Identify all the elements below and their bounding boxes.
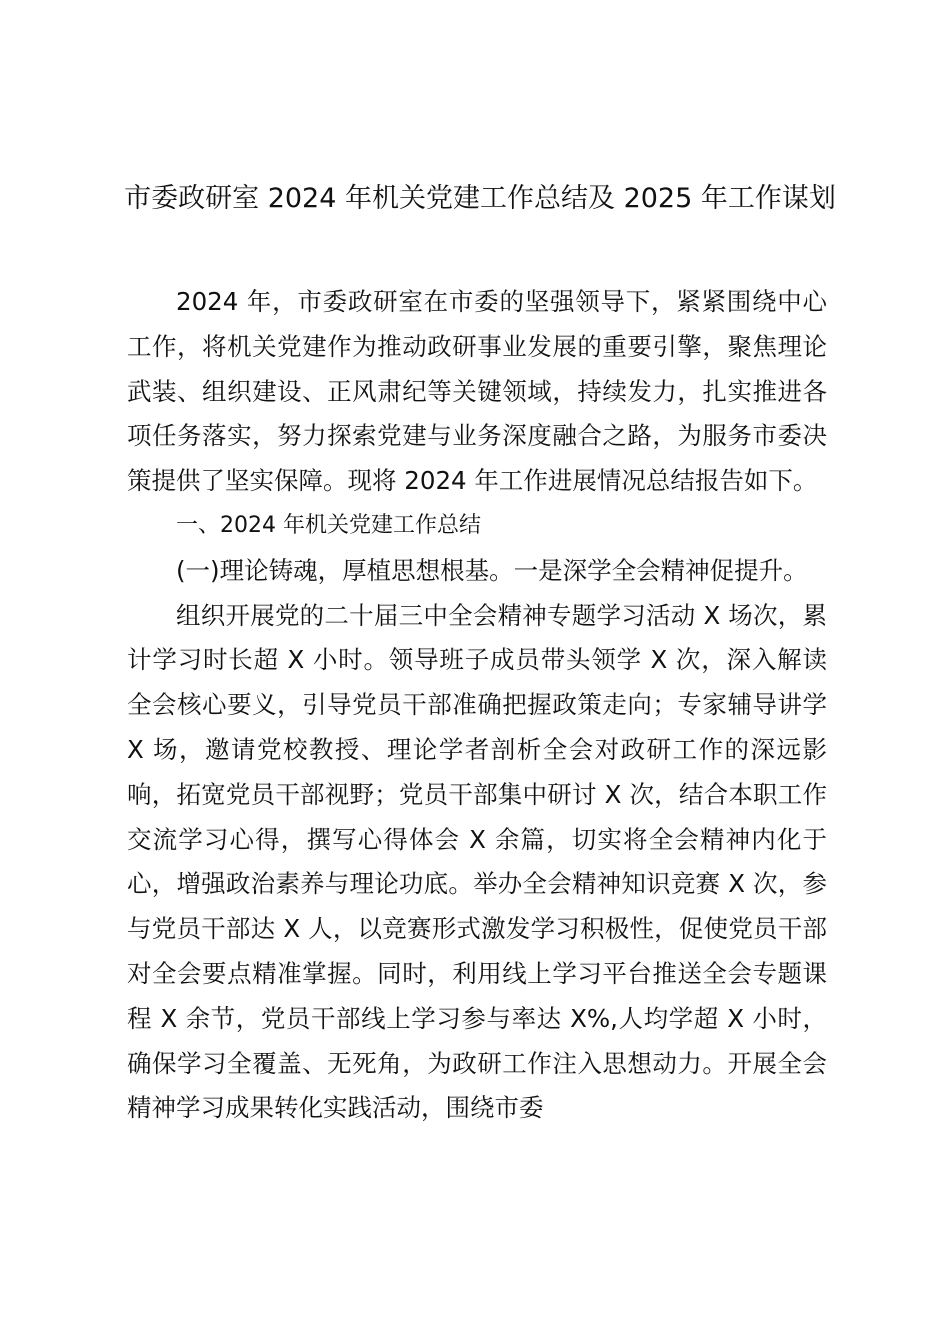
body-paragraph: 组织开展党的二十届三中全会精神专题学习活动 X 场次，累计学习时长超 X 小时。领导班子成员带头领学 X 次，深入解读全会核心要义，引导党员干部准确把握政策走向；专家辅导讲学 X 场，邀请党校教授、理论学者剖析全会对政研工作的深远影响，拓宽党员干部视野；党员干部集中研讨 X 次，结合本职工作交流学习心得，撰写心得体会 X 余篇，切实将全会精神内化于心，增强政治素养与理论功底。举办全会精神知识竞赛 X 次，参与党员干部达 X 人，以竞赛形式激发学习积极性，促使党员干部对全会要点精准掌握。同时，利用线上学习平台推送全会专题课程 X 余节，党员干部线上学习参与率达 X%,人均学超 X 小时，确保学习全覆盖、无死角，为政研工作注入思想动力。开展全会精神学习成果转化实践活动，围绕市委 [127, 600, 827, 1123]
subsection-heading: (一)理论铸魂，厚植思想根基。一是深学全会精神促提升。 [176, 555, 808, 585]
document-title: 市委政研室 2024 年机关党建工作总结及 2025 年工作谋划 [124, 183, 836, 214]
document-body [127, 280, 827, 1131]
section-heading: 一、2024 年机关党建工作总结 [176, 512, 481, 538]
intro-paragraph: 2024 年，市委政研室在市委的坚强领导下，紧紧围绕中心工作，将机关党建作为推动政研事业发展的重要引擎，聚焦理论武装、组织建设、正风肃纪等关键领域，持续发力，扎实推进各项任务落实，努力探索党建与业务深度融合之路，为服务市委决策提供了坚实保障。现将 2024 年工作进展情况总结报告如下。 [127, 287, 827, 496]
